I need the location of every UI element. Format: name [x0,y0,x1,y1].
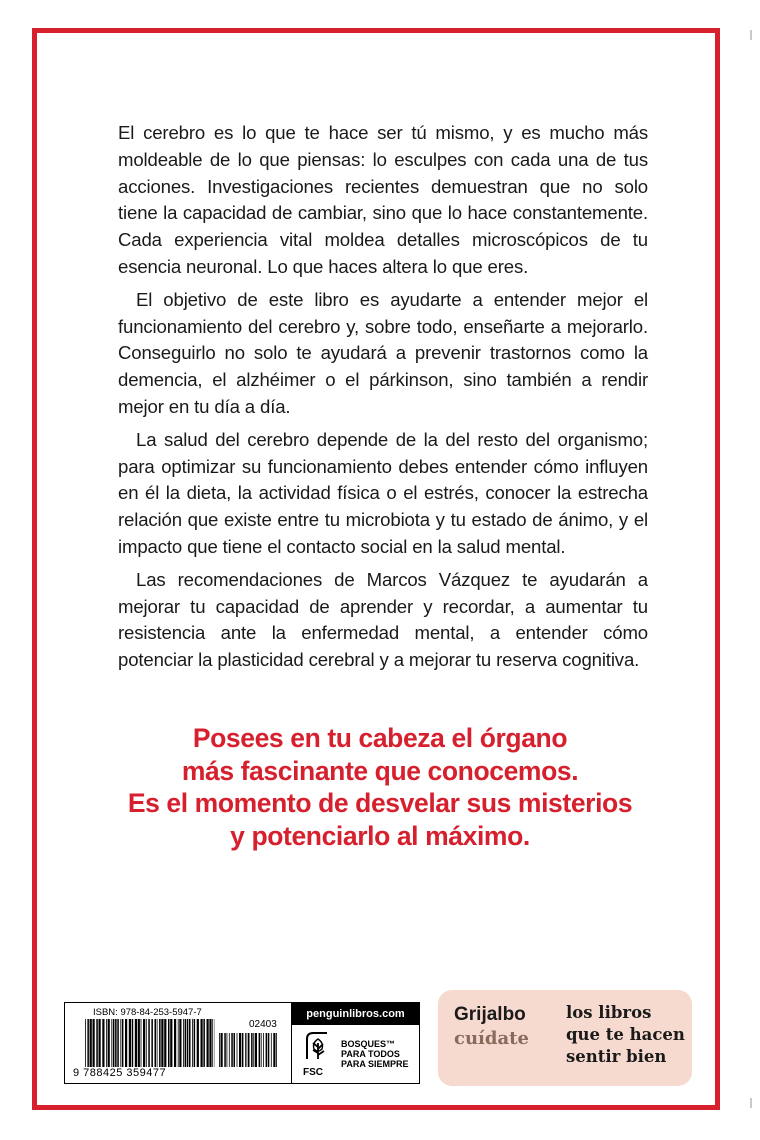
tagline-line-1: Posees en tu cabeza el órgano [192,723,568,753]
fsc-motto-line-1: BOSQUES™ [341,1039,396,1049]
publisher-name: Grijalbo [454,1004,526,1025]
tagline-line-3: Es el momento de desvelar sus misterios [127,788,633,818]
paragraph-4: Las recomendaciones de Marcos Vázquez te ayudarán a mejorar tu capacidad de aprender y recordar, a aumentar tu resistencia ante la enfermedad mental, a entender cómo potenciar la plasticidad cerebral y a mejorar tu reserva cognitiva. [118,568,648,671]
paragraph-3: La salud del cerebro depende de la del resto del organismo; para optimizar su funcionamiento debes entender cómo influyen en él la dieta, la actividad física o el estrés, conocer la estrecha relación que existe entre tu microbiota y tu estado de ánimo, y el impacto que tiene el contacto social en la salud mental. [118,428,648,557]
barcode-addon-bars-icon [219,1033,277,1067]
fsc-tree-icon [303,1029,333,1067]
trim-mark-bottom [750,1098,752,1108]
trim-mark-top [750,30,752,40]
barcode-area [65,1003,291,1083]
barcode-bars-icon [85,1019,215,1067]
back-cover-description [118,120,648,680]
fsc-label: FSC [303,1067,323,1078]
publisher-block [438,990,692,1086]
price-code: 02403 [249,1019,277,1030]
fsc-logo [297,1029,417,1081]
tagline-line-4: y potenciarlo al máximo. [230,820,530,851]
tagline-line-2: más fascinante que conocemos. [181,755,579,786]
website-label: penguinlibros.com [292,1003,419,1025]
barcode-block [64,1002,420,1084]
slogan-line-1: los libros [566,1003,652,1022]
isbn-text: ISBN: 978-84-253-5947-7 [93,1007,202,1018]
paragraph-1: El cerebro es lo que te hace ser tú mismo, y es mucho más moldeable de lo que piensas: lo esculpes con cada una de tus acciones. Investigaciones recientes demuestran que no solo tiene la capacidad de cambiar, sino que lo hace constantemente. Cada experiencia vital moldea detalles microscópicos de tu esencia neuronal. Lo que haces altera lo que eres. [118,122,648,277]
fsc-motto-line-3: PARA SIEMPRE [341,1059,409,1069]
slogan-line-3: sentir bien [566,1047,667,1066]
tagline [90,722,670,852]
fsc-motto [341,1039,409,1069]
fsc-motto-line-2: PARA TODOS [341,1049,400,1059]
collection-name: cuídate [454,1028,529,1049]
barcode-digits: 9 788425 359477 [73,1067,167,1079]
publisher-slogan [566,1002,685,1068]
slogan-line-2: que te hacen [566,1025,685,1044]
paragraph-2: El objetivo de este libro es ayudarte a entender mejor el funcionamiento del cerebro y, sobre todo, enseñarte a mejorarlo. Conseguirlo no solo te ayudará a prevenir trastornos como la demencia, el alzhéimer o el párkinson, sino también a rendir mejor en tu día a día. [118,288,648,417]
